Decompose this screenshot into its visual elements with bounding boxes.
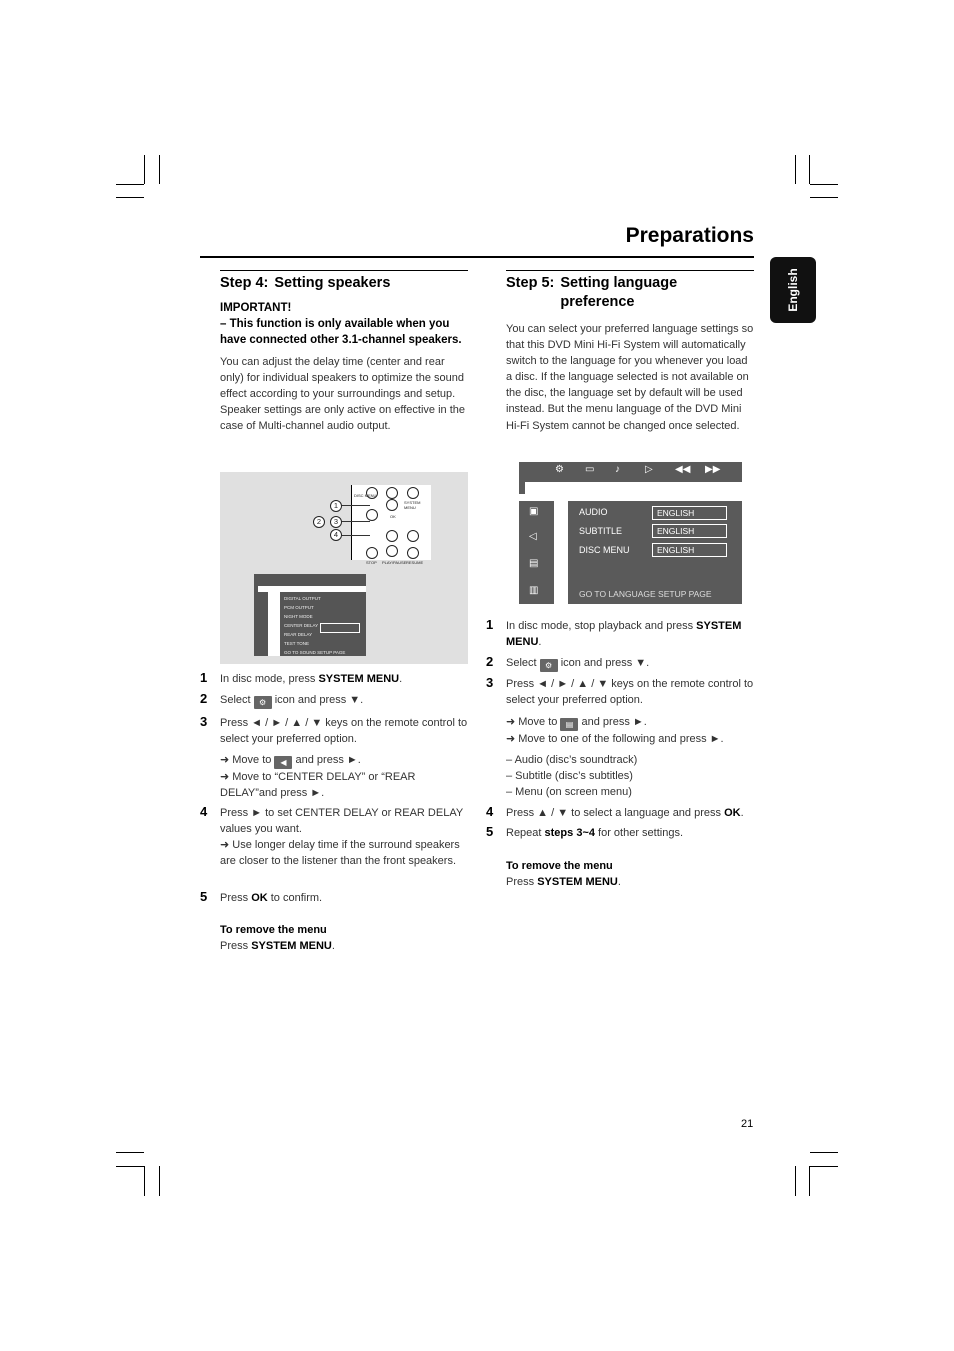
callout-3: 3 (330, 516, 342, 528)
remove-menu-note: To remove the menu Press SYSTEM MENU. (220, 924, 335, 953)
language-setup-screen (519, 462, 742, 604)
play-pause-button (386, 545, 398, 557)
disc-menu-value: ENGLISH (652, 543, 727, 557)
subtitle-value: ENGLISH (652, 524, 727, 538)
crop-mark (809, 155, 810, 184)
crop-mark (159, 155, 160, 184)
step-4-title (220, 274, 468, 293)
step-number: 3 (486, 675, 494, 690)
language-tab (770, 257, 816, 323)
osd-gap (519, 494, 742, 501)
play-tab-icon: ▷ (645, 464, 653, 475)
crop-mark (810, 1152, 838, 1153)
step-5-title (506, 274, 754, 312)
audio-label: AUDIO (579, 507, 608, 517)
step-4-text: Press ▲ / ▼ to select a language and press OK. (506, 807, 744, 819)
crop-mark (116, 1166, 144, 1167)
menu-item: REAR DELAY (284, 632, 313, 637)
remote-label: PLAY/PAUSE (382, 560, 407, 565)
crop-mark (159, 1166, 160, 1196)
crop-mark (144, 155, 145, 184)
step-number: 2 (486, 654, 494, 669)
right-button (407, 530, 419, 542)
general-icon: ▣ (529, 506, 539, 517)
intro-paragraph: You can select your preferred language settings so that this DVD Mini Hi-Fi System will automatically switch to the language for you whenever you load a disc. If the language selected is not available on the disc, the language set by default will be used instead. But the menu language of the DVD Mini Hi-Fi System cannot be changed once selected. (506, 323, 754, 432)
setup-tab-icon: ⚙ (555, 464, 564, 475)
crop-mark (810, 197, 838, 198)
callout-4: 4 (330, 529, 342, 541)
step-number: 4 (486, 804, 494, 819)
crop-mark (116, 184, 144, 185)
header-rule (200, 256, 754, 258)
resume-button (407, 547, 419, 559)
remote-illustration (220, 472, 468, 664)
step-1-text: In disc mode, stop playback and press SYSTEM MENU. (506, 620, 742, 649)
menu-item: PCM OUTPUT (284, 605, 314, 610)
left-button (366, 509, 378, 521)
callout-line (342, 505, 370, 506)
remote-label: OK (390, 514, 396, 519)
step-number: 2 (200, 691, 208, 706)
remote-button (386, 487, 398, 499)
crop-mark (116, 197, 144, 198)
step-number: 1 (486, 617, 494, 632)
important-title: IMPORTANT! (220, 302, 292, 314)
crop-mark (810, 184, 838, 185)
callout-line (342, 521, 370, 522)
disc-menu-label: DISC MENU (579, 545, 630, 555)
step-number: 4 (200, 804, 208, 819)
setup-icon: ⚙ (254, 696, 272, 709)
step-1-text: In disc mode, press SYSTEM MENU. (220, 673, 403, 685)
step-3-text: Press ◄ / ► / ▲ / ▼ keys on the remote control to select your preferred option. ➜ Move to ◀ and press ►. ➜ Move to “CENTER DELAY” or “REAR DELAY”and press ►. (220, 717, 468, 800)
language-icon: ▤ (560, 718, 578, 731)
step-label: Step 4: (220, 275, 269, 291)
remote-control (351, 485, 431, 565)
remote-label: SYSTEM MENU (404, 500, 421, 510)
crop-mark (809, 1166, 810, 1196)
speaker-icon: ◁ (529, 531, 537, 542)
section-rule (220, 270, 468, 271)
remove-menu-note: To remove the menu Press SYSTEM MENU. (506, 860, 621, 889)
ok-button (386, 530, 398, 542)
crop-mark (795, 1166, 796, 1196)
osd-sidebar (519, 501, 551, 604)
vol-up-button (407, 487, 419, 499)
step-number: 1 (200, 670, 208, 685)
delay-value-box (320, 623, 360, 633)
step-label: Step 5: (506, 275, 555, 291)
forward-tab-icon: ▶▶ (705, 464, 721, 475)
left-column (220, 270, 468, 434)
callout-line (342, 535, 370, 536)
step-2-text: Select ⚙ icon and press ▼. (506, 657, 650, 670)
page-number: 21 (741, 1118, 754, 1130)
menu-item: NIGHT MODE (284, 614, 313, 619)
crop-mark (795, 155, 796, 184)
step-2-text: Select ⚙ icon and press ▼. (220, 694, 364, 707)
language-icon: ▤ (529, 558, 539, 569)
setup-icon: ⚙ (540, 659, 558, 672)
preference-icon: ▥ (529, 585, 539, 596)
menu-item: TEST TONE (284, 641, 310, 646)
remote-label: RESUME (406, 560, 424, 565)
section-rule (506, 270, 754, 271)
step-number: 5 (200, 889, 208, 904)
crop-mark (144, 1166, 145, 1196)
right-column (506, 270, 754, 434)
step-4-text: Press ► to set CENTER DELAY or REAR DELAY values you want. ➜ Use longer delay time if the surround speakers are closer to the listener than the front speakers. (220, 807, 463, 868)
subtitle-label: SUBTITLE (579, 526, 623, 536)
menu-item: CENTER DELAY (284, 623, 319, 628)
menu-item: GO TO SOUND SETUP PAGE (284, 650, 346, 655)
step-heading: Setting speakers (274, 275, 391, 291)
step-5-text: Press OK to confirm. (220, 892, 323, 904)
audio-tab-icon: ♪ (615, 464, 620, 475)
step-3-text: Press ◄ / ► / ▲ / ▼ keys on the remote control to select your preferred option. ➜ Move to ▤ and press ►. ➜ Move to one of the following and press ►. – Audio (disc’s soundtrack) – Subtitle (disc’s subtitles) – Menu (on screen menu) (506, 678, 754, 799)
audio-value: ENGLISH (652, 506, 727, 520)
step-heading: Setting language preference (560, 275, 678, 310)
menu-item: DIGITAL OUTPUT (284, 596, 321, 601)
language-tab-label: English (786, 268, 800, 312)
callout-2: 2 (313, 516, 325, 528)
intro-paragraph: You can adjust the delay time (center and rear only) for individual speakers to optimize the sound effect according to your surroundings and setup. Speaker settings are only active on effective in the case of Multi-channel audio output. (220, 356, 465, 433)
osd-divider (554, 501, 568, 604)
page-title: Preparations (625, 224, 754, 247)
rewind-tab-icon: ◀◀ (675, 464, 691, 475)
step-number: 3 (200, 714, 208, 729)
sound-setup-screen (254, 574, 366, 656)
stop-button (366, 547, 378, 559)
remote-label: STOP (366, 560, 377, 565)
callout-1: 1 (330, 500, 342, 512)
subtitle-tab-icon: ▭ (585, 464, 595, 475)
up-button (386, 499, 398, 511)
important-text: – This function is only available when you have connected other 3.1-channel speakers. (220, 318, 462, 346)
crop-mark (116, 1152, 144, 1153)
speaker-icon: ◀ (274, 756, 292, 769)
step-number: 5 (486, 824, 494, 839)
step-5-text: Repeat steps 3~4 for other settings. (506, 827, 684, 839)
remote-label: DISC MENU (354, 493, 377, 498)
osd-divider (268, 592, 280, 656)
osd-footer: GO TO LANGUAGE SETUP PAGE (579, 589, 712, 599)
crop-mark (810, 1166, 838, 1167)
